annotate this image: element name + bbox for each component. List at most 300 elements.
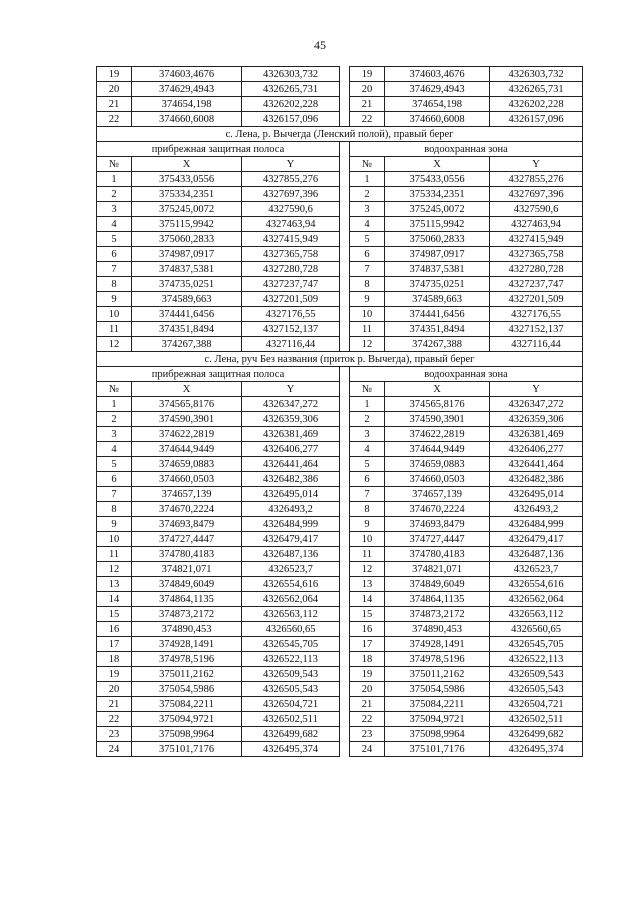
point-number-cell: 10 <box>97 307 132 322</box>
y-coordinate-cell: 4326509,543 <box>242 667 340 682</box>
x-coordinate-cell: 374928,1491 <box>385 637 490 652</box>
x-coordinate-cell: 374267,388 <box>385 337 490 352</box>
y-coordinate-cell: 4326509,543 <box>490 667 583 682</box>
column-gap <box>340 97 350 112</box>
y-coordinate-cell: 4326495,014 <box>490 487 583 502</box>
x-coordinate-cell: 374727,4447 <box>132 532 242 547</box>
point-number-cell: 17 <box>350 637 385 652</box>
point-number-cell: 12 <box>350 562 385 577</box>
y-coordinate-cell: 4326495,374 <box>490 742 583 757</box>
point-number-cell: 11 <box>97 547 132 562</box>
x-coordinate-cell: 374660,0503 <box>132 472 242 487</box>
table-row <box>97 682 583 697</box>
point-number-cell: 7 <box>97 262 132 277</box>
x-coordinate-cell: 375054,5986 <box>385 682 490 697</box>
point-number-cell: 22 <box>97 112 132 127</box>
column-gap <box>340 592 350 607</box>
section-title-row <box>97 352 583 367</box>
left-zone-title: прибрежная защитная полоса <box>97 367 340 382</box>
column-gap <box>340 367 350 382</box>
point-number-cell: 2 <box>350 412 385 427</box>
x-coordinate-cell: 375098,9964 <box>132 727 242 742</box>
point-number-cell: 9 <box>97 517 132 532</box>
y-coordinate-cell: 4326545,705 <box>242 637 340 652</box>
x-coordinate-cell: 374644,9449 <box>385 442 490 457</box>
y-coordinate-cell: 4326265,731 <box>242 82 340 97</box>
table-row <box>97 697 583 712</box>
y-coordinate-cell: 4326504,721 <box>490 697 583 712</box>
x-coordinate-cell: 374978,5196 <box>132 652 242 667</box>
y-coordinate-cell: 4326562,064 <box>242 592 340 607</box>
table-row <box>97 292 583 307</box>
point-number-cell: 22 <box>350 112 385 127</box>
x-coordinate-cell: 374660,6008 <box>132 112 242 127</box>
point-number-cell: 21 <box>97 697 132 712</box>
table-row <box>97 652 583 667</box>
table-row <box>97 532 583 547</box>
table-row <box>97 592 583 607</box>
x-coordinate-cell: 374693,8479 <box>132 517 242 532</box>
coordinates-table <box>96 66 583 757</box>
y-coordinate-cell: 4326441,464 <box>242 457 340 472</box>
y-coordinate-cell: 4326499,682 <box>242 727 340 742</box>
x-coordinate-cell: 374622,2819 <box>385 427 490 442</box>
point-number-cell: 5 <box>97 232 132 247</box>
column-gap <box>340 187 350 202</box>
y-coordinate-cell: 4326499,682 <box>490 727 583 742</box>
y-coordinate-cell: 4326487,136 <box>490 547 583 562</box>
y-column-header: Y <box>490 382 583 397</box>
table-row <box>97 202 583 217</box>
x-coordinate-cell: 374441,6456 <box>132 307 242 322</box>
x-coordinate-cell: 375334,2351 <box>132 187 242 202</box>
point-number-cell: 19 <box>350 67 385 82</box>
x-column-header: X <box>385 382 490 397</box>
table-row <box>97 712 583 727</box>
column-gap <box>340 457 350 472</box>
point-number-cell: 19 <box>350 667 385 682</box>
x-column-header: X <box>132 157 242 172</box>
point-number-cell: 20 <box>350 682 385 697</box>
point-number-cell: 10 <box>97 532 132 547</box>
y-column-header: Y <box>242 157 340 172</box>
table-row <box>97 457 583 472</box>
x-coordinate-cell: 375060,2833 <box>385 232 490 247</box>
x-coordinate-cell: 375054,5986 <box>132 682 242 697</box>
y-coordinate-cell: 4326202,228 <box>490 97 583 112</box>
table-row <box>97 442 583 457</box>
y-coordinate-cell: 4326562,064 <box>490 592 583 607</box>
y-coordinate-cell: 4326406,277 <box>242 442 340 457</box>
zone-title-row <box>97 142 583 157</box>
x-coordinate-cell: 374654,198 <box>385 97 490 112</box>
x-coordinate-cell: 374987,0917 <box>385 247 490 262</box>
left-zone-title: прибрежная защитная полоса <box>97 142 340 157</box>
x-coordinate-cell: 375098,9964 <box>385 727 490 742</box>
point-number-cell: 1 <box>350 172 385 187</box>
y-coordinate-cell: 4326504,721 <box>242 697 340 712</box>
y-coordinate-cell: 4326505,543 <box>490 682 583 697</box>
column-gap <box>340 217 350 232</box>
table-row <box>97 262 583 277</box>
y-coordinate-cell: 4327237,747 <box>490 277 583 292</box>
table-row <box>97 172 583 187</box>
right-zone-title: водоохранная зона <box>350 142 583 157</box>
y-coordinate-cell: 4326502,511 <box>242 712 340 727</box>
y-coordinate-cell: 4326523,7 <box>490 562 583 577</box>
table-row <box>97 607 583 622</box>
y-coordinate-cell: 4326563,112 <box>490 607 583 622</box>
column-header-row <box>97 382 583 397</box>
point-number-cell: 18 <box>350 652 385 667</box>
column-gap <box>340 652 350 667</box>
x-coordinate-cell: 374873,2172 <box>385 607 490 622</box>
column-gap <box>340 532 350 547</box>
point-number-cell: 21 <box>97 97 132 112</box>
point-number-cell: 23 <box>97 727 132 742</box>
column-gap <box>340 697 350 712</box>
y-coordinate-cell: 4326406,277 <box>490 442 583 457</box>
number-column-header: № <box>97 382 132 397</box>
point-number-cell: 3 <box>350 202 385 217</box>
y-coordinate-cell: 4326482,386 <box>490 472 583 487</box>
y-coordinate-cell: 4327463,94 <box>490 217 583 232</box>
y-coordinate-cell: 4327365,758 <box>490 247 583 262</box>
y-coordinate-cell: 4327176,55 <box>490 307 583 322</box>
x-coordinate-cell: 374565,8176 <box>385 397 490 412</box>
column-gap <box>340 427 350 442</box>
y-coordinate-cell: 4327280,728 <box>242 262 340 277</box>
column-gap <box>340 517 350 532</box>
table-row <box>97 472 583 487</box>
section-title: с. Лена, р. Вычегда (Ленский полой), правый берег <box>97 127 583 142</box>
point-number-cell: 21 <box>350 697 385 712</box>
y-coordinate-cell: 4326303,732 <box>242 67 340 82</box>
point-number-cell: 10 <box>350 307 385 322</box>
y-coordinate-cell: 4327415,949 <box>490 232 583 247</box>
x-coordinate-cell: 374727,4447 <box>385 532 490 547</box>
point-number-cell: 8 <box>350 277 385 292</box>
column-gap <box>340 172 350 187</box>
x-coordinate-cell: 375011,2162 <box>385 667 490 682</box>
table-row <box>97 637 583 652</box>
point-number-cell: 21 <box>350 97 385 112</box>
x-coordinate-cell: 374629,4943 <box>385 82 490 97</box>
x-coordinate-cell: 374837,5381 <box>132 262 242 277</box>
point-number-cell: 17 <box>97 637 132 652</box>
point-number-cell: 11 <box>97 322 132 337</box>
x-coordinate-cell: 374821,071 <box>385 562 490 577</box>
x-coordinate-cell: 374693,8479 <box>385 517 490 532</box>
y-coordinate-cell: 4326522,113 <box>242 652 340 667</box>
point-number-cell: 7 <box>97 487 132 502</box>
table-row <box>97 517 583 532</box>
y-coordinate-cell: 4326347,272 <box>242 397 340 412</box>
column-gap <box>340 412 350 427</box>
table-row <box>97 337 583 352</box>
y-coordinate-cell: 4326505,543 <box>242 682 340 697</box>
page-number: 45 <box>314 38 326 52</box>
x-coordinate-cell: 374654,198 <box>132 97 242 112</box>
table-row <box>97 577 583 592</box>
x-coordinate-cell: 374864,1135 <box>385 592 490 607</box>
point-number-cell: 5 <box>97 457 132 472</box>
table-row <box>97 97 583 112</box>
x-coordinate-cell: 374837,5381 <box>385 262 490 277</box>
x-coordinate-cell: 374890,453 <box>385 622 490 637</box>
x-coordinate-cell: 374660,6008 <box>385 112 490 127</box>
table-row <box>97 667 583 682</box>
y-column-header: Y <box>490 157 583 172</box>
column-gap <box>340 292 350 307</box>
point-number-cell: 2 <box>350 187 385 202</box>
column-gap <box>340 202 350 217</box>
column-gap <box>340 547 350 562</box>
x-coordinate-cell: 374589,663 <box>385 292 490 307</box>
column-gap <box>340 382 350 397</box>
x-column-header: X <box>132 382 242 397</box>
point-number-cell: 22 <box>97 712 132 727</box>
y-coordinate-cell: 4327201,509 <box>490 292 583 307</box>
x-coordinate-cell: 374603,4676 <box>385 67 490 82</box>
x-coordinate-cell: 374603,4676 <box>132 67 242 82</box>
x-coordinate-cell: 374978,5196 <box>385 652 490 667</box>
y-coordinate-cell: 4326265,731 <box>490 82 583 97</box>
point-number-cell: 3 <box>97 427 132 442</box>
column-gap <box>340 67 350 82</box>
point-number-cell: 15 <box>350 607 385 622</box>
x-coordinate-cell: 375011,2162 <box>132 667 242 682</box>
point-number-cell: 8 <box>97 502 132 517</box>
column-gap <box>340 622 350 637</box>
x-coordinate-cell: 374657,139 <box>385 487 490 502</box>
column-gap <box>340 682 350 697</box>
point-number-cell: 16 <box>97 622 132 637</box>
y-coordinate-cell: 4326484,999 <box>490 517 583 532</box>
point-number-cell: 24 <box>97 742 132 757</box>
column-gap <box>340 442 350 457</box>
x-coordinate-cell: 375245,0072 <box>385 202 490 217</box>
y-coordinate-cell: 4326560,65 <box>490 622 583 637</box>
column-gap <box>340 112 350 127</box>
point-number-cell: 5 <box>350 457 385 472</box>
y-coordinate-cell: 4326441,464 <box>490 457 583 472</box>
column-gap <box>340 307 350 322</box>
x-coordinate-cell: 375334,2351 <box>385 187 490 202</box>
point-number-cell: 2 <box>97 187 132 202</box>
y-coordinate-cell: 4326381,469 <box>490 427 583 442</box>
x-coordinate-cell: 374660,0503 <box>385 472 490 487</box>
column-gap <box>340 322 350 337</box>
column-gap <box>340 277 350 292</box>
x-coordinate-cell: 374590,3901 <box>132 412 242 427</box>
table-row <box>97 502 583 517</box>
y-coordinate-cell: 4326157,096 <box>242 112 340 127</box>
column-gap <box>340 337 350 352</box>
point-number-cell: 14 <box>350 592 385 607</box>
x-coordinate-cell: 374629,4943 <box>132 82 242 97</box>
column-gap <box>340 607 350 622</box>
y-coordinate-cell: 4327280,728 <box>490 262 583 277</box>
table-row <box>97 277 583 292</box>
x-coordinate-cell: 374351,8494 <box>132 322 242 337</box>
point-number-cell: 12 <box>97 562 132 577</box>
x-coordinate-cell: 375101,7176 <box>385 742 490 757</box>
point-number-cell: 6 <box>97 472 132 487</box>
table-row <box>97 397 583 412</box>
point-number-cell: 20 <box>97 682 132 697</box>
x-coordinate-cell: 374864,1135 <box>132 592 242 607</box>
y-coordinate-cell: 4326202,228 <box>242 97 340 112</box>
point-number-cell: 11 <box>350 547 385 562</box>
x-coordinate-cell: 374780,4183 <box>385 547 490 562</box>
section-title-row <box>97 127 583 142</box>
column-gap <box>340 142 350 157</box>
x-coordinate-cell: 374622,2819 <box>132 427 242 442</box>
point-number-cell: 9 <box>350 517 385 532</box>
table-row <box>97 67 583 82</box>
x-coordinate-cell: 374441,6456 <box>385 307 490 322</box>
y-coordinate-cell: 4327697,396 <box>490 187 583 202</box>
point-number-cell: 19 <box>97 67 132 82</box>
column-gap <box>340 742 350 757</box>
column-gap <box>340 712 350 727</box>
table-row <box>97 427 583 442</box>
zone-title-row <box>97 367 583 382</box>
y-coordinate-cell: 4327415,949 <box>242 232 340 247</box>
point-number-cell: 18 <box>97 652 132 667</box>
x-coordinate-cell: 374351,8494 <box>385 322 490 337</box>
y-coordinate-cell: 4327590,6 <box>490 202 583 217</box>
y-coordinate-cell: 4326545,705 <box>490 637 583 652</box>
point-number-cell: 6 <box>350 472 385 487</box>
column-gap <box>340 397 350 412</box>
x-coordinate-cell: 375084,2211 <box>132 697 242 712</box>
table-row <box>97 322 583 337</box>
column-gap <box>340 82 350 97</box>
point-number-cell: 3 <box>97 202 132 217</box>
point-number-cell: 6 <box>350 247 385 262</box>
x-coordinate-cell: 374267,388 <box>132 337 242 352</box>
point-number-cell: 12 <box>350 337 385 352</box>
x-coordinate-cell: 374873,2172 <box>132 607 242 622</box>
x-coordinate-cell: 374987,0917 <box>132 247 242 262</box>
point-number-cell: 20 <box>97 82 132 97</box>
point-number-cell: 9 <box>97 292 132 307</box>
x-coordinate-cell: 374735,0251 <box>385 277 490 292</box>
y-coordinate-cell: 4326563,112 <box>242 607 340 622</box>
y-coordinate-cell: 4326523,7 <box>242 562 340 577</box>
y-coordinate-cell: 4327590,6 <box>242 202 340 217</box>
y-column-header: Y <box>242 382 340 397</box>
point-number-cell: 1 <box>97 397 132 412</box>
section-title: с. Лена, руч Без названия (приток р. Вычегда), правый берег <box>97 352 583 367</box>
column-gap <box>340 667 350 682</box>
point-number-cell: 13 <box>350 577 385 592</box>
x-coordinate-cell: 375094,9721 <box>132 712 242 727</box>
column-gap <box>340 262 350 277</box>
x-column-header: X <box>385 157 490 172</box>
point-number-cell: 4 <box>350 442 385 457</box>
point-number-cell: 24 <box>350 742 385 757</box>
x-coordinate-cell: 374589,663 <box>132 292 242 307</box>
y-coordinate-cell: 4326484,999 <box>242 517 340 532</box>
table-row <box>97 112 583 127</box>
y-coordinate-cell: 4327237,747 <box>242 277 340 292</box>
y-coordinate-cell: 4326479,417 <box>242 532 340 547</box>
x-coordinate-cell: 375094,9721 <box>385 712 490 727</box>
table-row <box>97 727 583 742</box>
point-number-cell: 7 <box>350 487 385 502</box>
point-number-cell: 13 <box>97 577 132 592</box>
x-coordinate-cell: 374735,0251 <box>132 277 242 292</box>
column-gap <box>340 577 350 592</box>
point-number-cell: 7 <box>350 262 385 277</box>
point-number-cell: 20 <box>350 82 385 97</box>
point-number-cell: 10 <box>350 532 385 547</box>
x-coordinate-cell: 374780,4183 <box>132 547 242 562</box>
number-column-header: № <box>350 382 385 397</box>
point-number-cell: 19 <box>97 667 132 682</box>
y-coordinate-cell: 4326303,732 <box>490 67 583 82</box>
x-coordinate-cell: 374849,6049 <box>132 577 242 592</box>
y-coordinate-cell: 4326359,306 <box>490 412 583 427</box>
table-row <box>97 742 583 757</box>
point-number-cell: 8 <box>97 277 132 292</box>
y-coordinate-cell: 4326560,65 <box>242 622 340 637</box>
y-coordinate-cell: 4326347,272 <box>490 397 583 412</box>
x-coordinate-cell: 375433,0556 <box>132 172 242 187</box>
right-zone-title: водоохранная зона <box>350 367 583 382</box>
y-coordinate-cell: 4326495,014 <box>242 487 340 502</box>
y-coordinate-cell: 4327116,44 <box>242 337 340 352</box>
y-coordinate-cell: 4326487,136 <box>242 547 340 562</box>
table-row <box>97 247 583 262</box>
x-coordinate-cell: 374590,3901 <box>385 412 490 427</box>
x-coordinate-cell: 375433,0556 <box>385 172 490 187</box>
x-coordinate-cell: 375115,9942 <box>132 217 242 232</box>
y-coordinate-cell: 4326495,374 <box>242 742 340 757</box>
y-coordinate-cell: 4327697,396 <box>242 187 340 202</box>
y-coordinate-cell: 4326381,469 <box>242 427 340 442</box>
column-gap <box>340 487 350 502</box>
y-coordinate-cell: 4327152,137 <box>490 322 583 337</box>
x-coordinate-cell: 374657,139 <box>132 487 242 502</box>
x-coordinate-cell: 375060,2833 <box>132 232 242 247</box>
point-number-cell: 4 <box>350 217 385 232</box>
y-coordinate-cell: 4327855,276 <box>242 172 340 187</box>
point-number-cell: 4 <box>97 442 132 457</box>
y-coordinate-cell: 4326502,511 <box>490 712 583 727</box>
point-number-cell: 23 <box>350 727 385 742</box>
y-coordinate-cell: 4326359,306 <box>242 412 340 427</box>
y-coordinate-cell: 4326522,113 <box>490 652 583 667</box>
column-gap <box>340 562 350 577</box>
y-coordinate-cell: 4327152,137 <box>242 322 340 337</box>
y-coordinate-cell: 4326554,616 <box>242 577 340 592</box>
point-number-cell: 8 <box>350 502 385 517</box>
y-coordinate-cell: 4326479,417 <box>490 532 583 547</box>
y-coordinate-cell: 4327201,509 <box>242 292 340 307</box>
table-row <box>97 217 583 232</box>
point-number-cell: 5 <box>350 232 385 247</box>
column-gap <box>340 247 350 262</box>
number-column-header: № <box>350 157 385 172</box>
x-coordinate-cell: 374670,2224 <box>132 502 242 517</box>
x-coordinate-cell: 374890,453 <box>132 622 242 637</box>
table-row <box>97 187 583 202</box>
table-row <box>97 82 583 97</box>
